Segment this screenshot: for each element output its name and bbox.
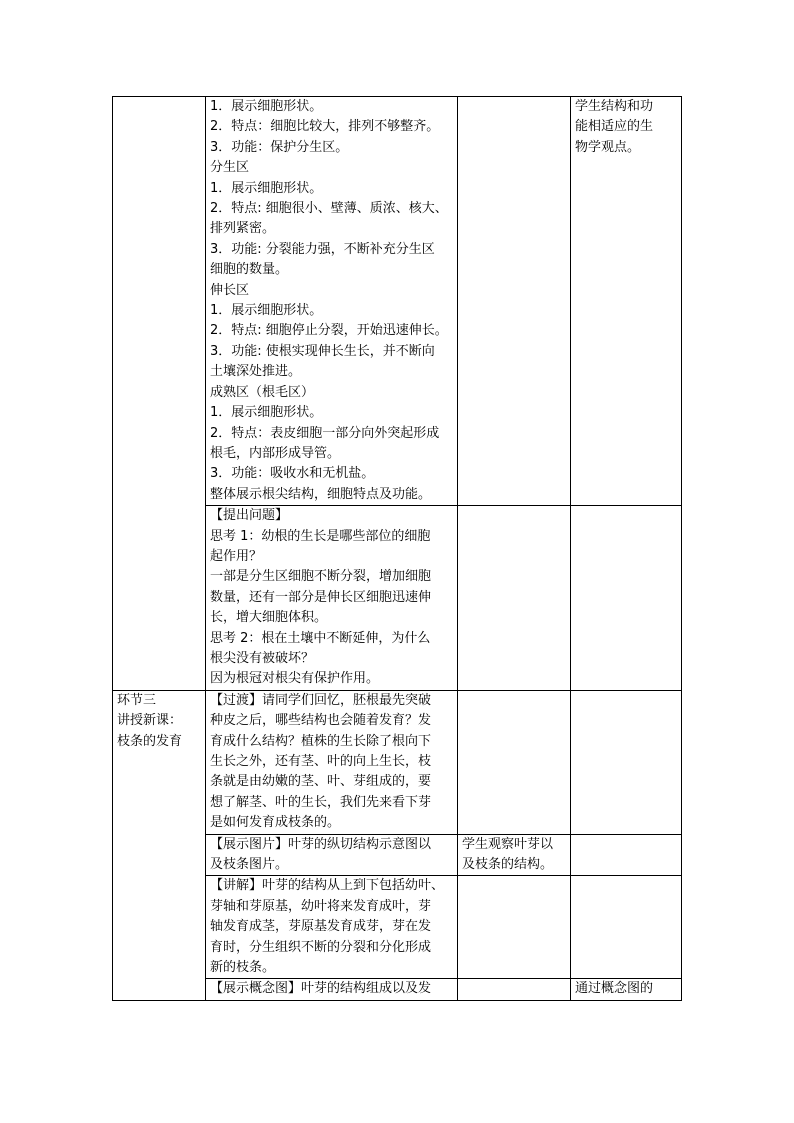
content-line: 【过渡】请同学们回忆，胚根最先突破 (210, 692, 432, 708)
content-line: 根毛，内部形成导管。 (210, 445, 341, 461)
content-line: 土壤深处推进。 (210, 364, 302, 380)
content-cell (206, 834, 458, 876)
content-line: 【展示概念图】叶芽的结构组成以及发 (210, 981, 432, 997)
intent-cell (571, 506, 682, 691)
content-line: 1．展示细胞形状。 (210, 303, 323, 319)
intent-line: 物学观点。 (575, 139, 641, 155)
intent-cell (571, 876, 682, 979)
stage-line: 讲授新课： (117, 713, 183, 729)
content-line: 思考 1：幼根的生长是哪些部位的细胞 (210, 528, 431, 544)
intent-cell (571, 690, 682, 834)
content-line: 想了解茎、叶的生长，我们先来看下芽 (210, 794, 432, 810)
content-line: 3．功能: 使根实现伸长生长，并不断向 (210, 343, 435, 359)
content-line: 【提出问题】 (210, 508, 289, 524)
content-line: 2．特点: 细胞停止分裂，开始迅速伸长。 (210, 323, 448, 339)
content-line: 育时，分生组织不断的分裂和分化形成 (210, 939, 432, 955)
content-line: 细胞的数量。 (210, 262, 289, 278)
stage-cell (113, 97, 206, 691)
lesson-plan-table (112, 96, 682, 1001)
content-line: 育成什么结构？植株的生长除了根向下 (210, 733, 432, 749)
stage-line: 枝条的发育 (117, 733, 183, 749)
intent-line: 学生结构和功 (575, 99, 654, 114)
content-cell (206, 979, 458, 1000)
content-cell (206, 876, 458, 979)
content-line: 伸长区 (210, 282, 250, 298)
content-line: 整体展示根尖结构，细胞特点及功能。 (210, 486, 432, 502)
content-line: 3．功能：吸收水和无机盐。 (210, 466, 375, 482)
student-cell (458, 690, 571, 834)
content-line: 长，增大细胞体积。 (210, 610, 328, 626)
content-line: 起作用？ (210, 548, 263, 564)
intent-line: 能相适应的生 (575, 119, 654, 135)
content-cell (206, 690, 458, 834)
student-cell (458, 97, 571, 506)
content-cell (206, 506, 458, 691)
student-cell (458, 506, 571, 691)
content-line: 3．功能: 分裂能力强，不断补充分生区 (210, 241, 435, 257)
content-line: 种皮之后，哪些结构也会随着发育？发 (210, 713, 432, 729)
content-line: 条就是由幼嫩的茎、叶、芽组成的，要 (210, 774, 432, 790)
content-line: 1．展示细胞形状。 (210, 405, 323, 421)
table-row (113, 690, 682, 834)
content-line: 思考 2：根在土壤中不断延伸，为什么 (210, 630, 431, 646)
intent-cell (571, 834, 682, 876)
content-line: 分生区 (210, 160, 250, 176)
content-line: 1．展示细胞形状。 (210, 180, 323, 196)
content-line: 2．特点: 细胞很小、壁薄、质浓、核大、 (210, 201, 448, 217)
content-line: 及枝条图片。 (210, 857, 289, 873)
content-line: 1．展示细胞形状。 (210, 99, 323, 114)
content-line: 生长之外，还有茎、叶的向上生长，枝 (210, 754, 432, 769)
content-line: 2．特点：表皮细胞一部分向外突起形成 (210, 425, 440, 441)
content-line: 【讲解】叶芽的结构从上到下包括幼叶、 (210, 878, 445, 894)
intent-cell (571, 97, 682, 506)
content-line: 根尖没有被破坏？ (210, 650, 315, 666)
student-cell (458, 979, 571, 1000)
content-line: 成熟区（根毛区） (210, 384, 315, 400)
content-line: 因为根冠对根尖有保护作用。 (210, 671, 380, 687)
student-line: 及枝条的结构。 (462, 857, 554, 873)
student-cell (458, 834, 571, 876)
content-line: 是如何发育成枝条的。 (210, 815, 341, 831)
content-line: 一部是分生区细胞不断分裂，增加细胞 (210, 569, 432, 585)
content-line: 3．功能：保护分生区。 (210, 139, 349, 155)
content-line: 轴发育成茎，芽原基发育成芽，芽在发 (210, 919, 432, 935)
intent-line: 通过概念图的 (575, 981, 654, 997)
student-cell (458, 876, 571, 979)
table-row (113, 97, 682, 506)
intent-cell (571, 979, 682, 1000)
content-line: 芽轴和芽原基，幼叶将来发育成叶，芽 (210, 898, 432, 914)
content-line: 新的枝条。 (210, 960, 276, 976)
stage-line: 环节三 (117, 692, 157, 708)
student-line: 学生观察叶芽以 (462, 836, 554, 852)
content-cell (206, 97, 458, 506)
content-line: 【展示图片】叶芽的纵切结构示意图以 (210, 836, 432, 852)
content-line: 数量，还有一部分是伸长区细胞迅速伸 (210, 589, 432, 605)
content-line: 排列紧密。 (210, 221, 276, 237)
content-line: 2．特点：细胞比较大，排列不够整齐。 (210, 119, 440, 135)
stage-cell (113, 690, 206, 1000)
